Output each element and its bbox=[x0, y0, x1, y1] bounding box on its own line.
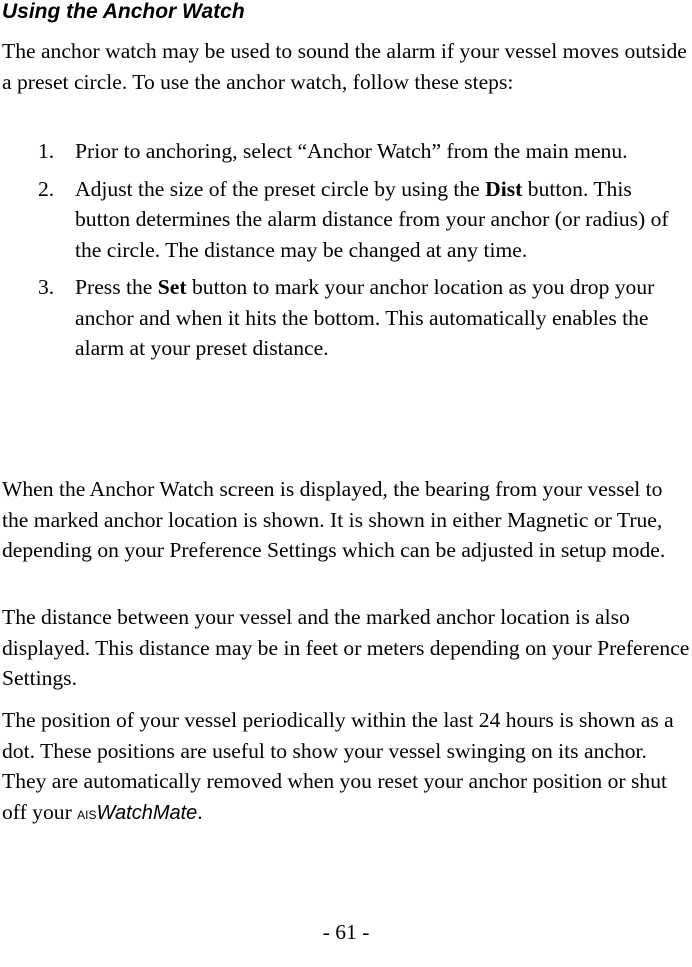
step-item bbox=[0, 136, 692, 167]
step-text-after: button to mark your anchor location as you drop your anchor and when it hits the bottom. This automatically enables the alarm at your preset distance. bbox=[75, 275, 655, 360]
brand-prefix: AIS bbox=[77, 807, 97, 822]
position-end: . bbox=[197, 799, 203, 824]
distance-paragraph: The distance between your vessel and the marked anchor location is also displayed. This distance may be in feet or meters depending on your Preference Settings. bbox=[2, 605, 690, 690]
step-item bbox=[0, 174, 692, 266]
dist-button-name: Dist bbox=[485, 176, 523, 201]
brand-name: WatchMate bbox=[96, 801, 198, 824]
set-button-name: Set bbox=[157, 275, 187, 299]
position-text: The position of your vessel periodically within the last 24 hours is shown as a dot. These positions are useful to show your vessel swinging on its anchor. They are automatically removed when you reset your anchor position or shut off your bbox=[2, 708, 674, 824]
step-text bbox=[75, 272, 692, 364]
intro-paragraph: The anchor watch may be used to sound the alarm if your vessel moves outside a preset circle. To use the anchor watch, follow these steps: bbox=[2, 39, 687, 94]
section-heading: Using the Anchor Watch bbox=[2, 0, 245, 23]
bearing-paragraph: When the Anchor Watch screen is displayed, the bearing from your vessel to the marked anchor location is shown. It is shown in either Magnetic or True, depending on your Preference Settings which can be adjusted in setup mode. bbox=[2, 477, 666, 562]
step-item bbox=[0, 272, 692, 364]
step-text-after: button. This button determines the alarm distance from your anchor (or radius) of the circle. The distance may be changed at any time. bbox=[75, 176, 669, 262]
step-text-before: Adjust the size of the preset circle by using the bbox=[75, 176, 486, 201]
page-number: - 61 - bbox=[322, 920, 370, 944]
step-number: 3. bbox=[38, 275, 55, 299]
step-text: Prior to anchoring, select “Anchor Watch” from the main menu. bbox=[75, 139, 628, 163]
step-text-before: Press the bbox=[75, 275, 158, 299]
step-number: 1. bbox=[38, 139, 55, 163]
step-number: 2. bbox=[38, 176, 55, 201]
position-paragraph bbox=[2, 705, 692, 830]
steps-list bbox=[0, 136, 692, 364]
step-text bbox=[75, 174, 692, 266]
